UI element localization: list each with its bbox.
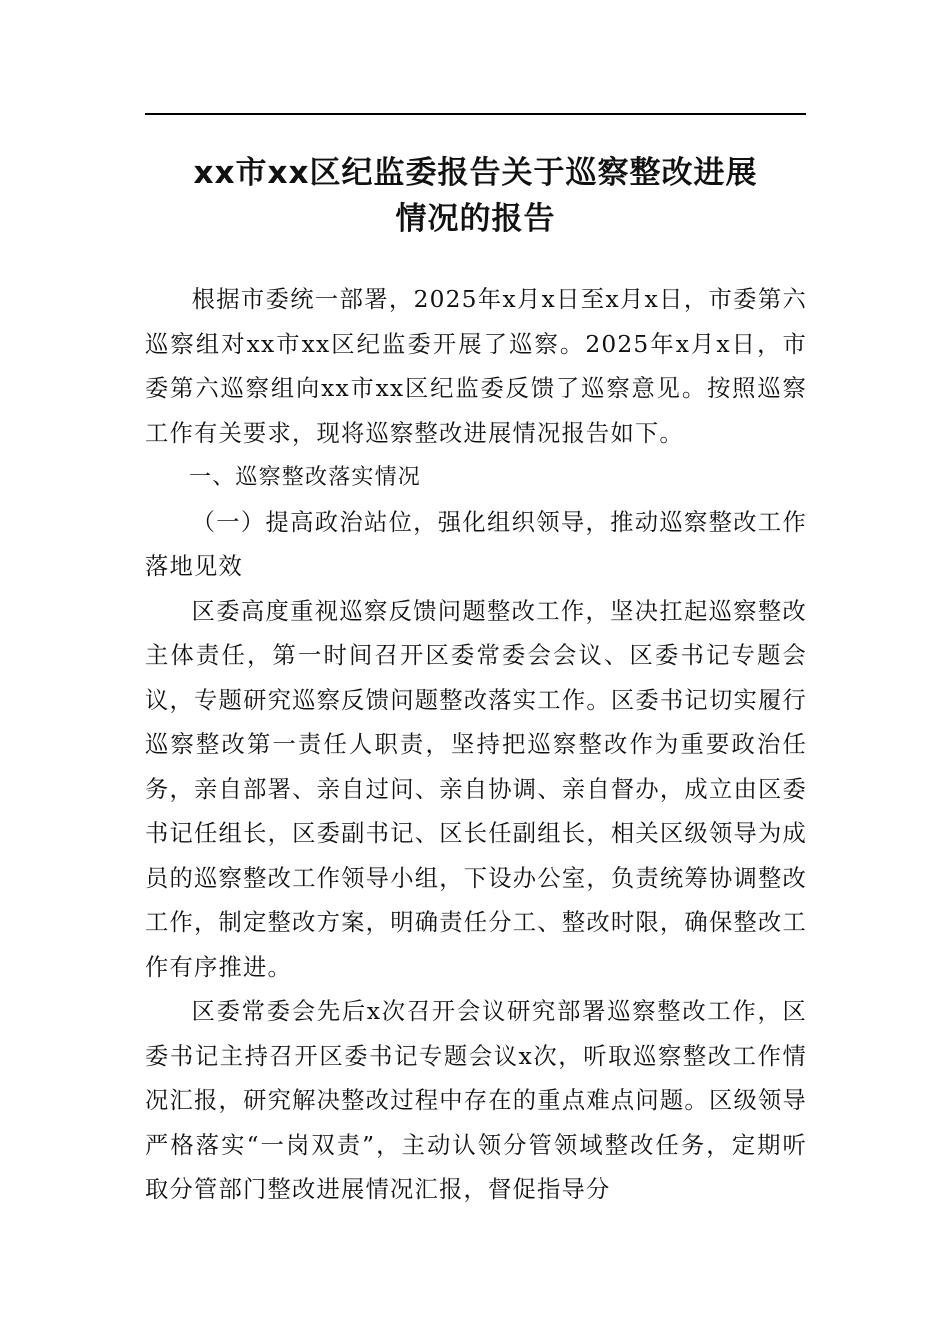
section-heading: 一、巡察整改落实情况: [189, 465, 422, 490]
title-line-1: xx市xx区纪监委报告关于巡察整改进展: [193, 155, 758, 191]
body-paragraph: 区委常委会先后x次召开会议研究部署巡察整改工作，区委书记主持召开区委书记专题会议x次，听取巡察整改工作情况汇报，研究解决整改过程中存在的重点难点问题。区级领导严格落实“一岗双责”，主动认领分管领域整改任务，定期听取分管部门整改进展情况汇报，督促指导分: [145, 998, 807, 1203]
document-body: [145, 278, 807, 1213]
title-line-2: 情况的报告: [395, 201, 556, 237]
intro-paragraph: 根据市委统一部署，2025年x月x日至x月x日，市委第六巡察组对xx市xx区纪监委开展了巡察。2025年x月x日，市委第六巡察组向xx市xx区纪监委反馈了巡察意见。按照巡察工作有关要求，现将巡察整改进展情况报告如下。: [145, 286, 807, 447]
subsection-heading: （一）提高政治站位，强化组织领导，推动巡察整改工作落地见效: [145, 508, 807, 580]
body-paragraph: 区委高度重视巡察反馈问题整改工作，坚决扛起巡察整改主体责任，第一时间召开区委常委会会议、区委书记专题会议，专题研究巡察反馈问题整改落实工作。区委书记切实履行巡察整改第一责任人职责，坚持把巡察整改作为重要政治任务，亲自部署、亲自过问、亲自协调、亲自督办，成立由区委书记任组长，区委副书记、区长任副组长，相关区级领导为成员的巡察整改工作领导小组，下设办公室，负责统筹协调整改工作，制定整改方案，明确责任分工、整改时限，确保整改工作有序推进。: [145, 597, 807, 981]
header-rule: [145, 113, 806, 115]
document-title: [145, 150, 806, 242]
